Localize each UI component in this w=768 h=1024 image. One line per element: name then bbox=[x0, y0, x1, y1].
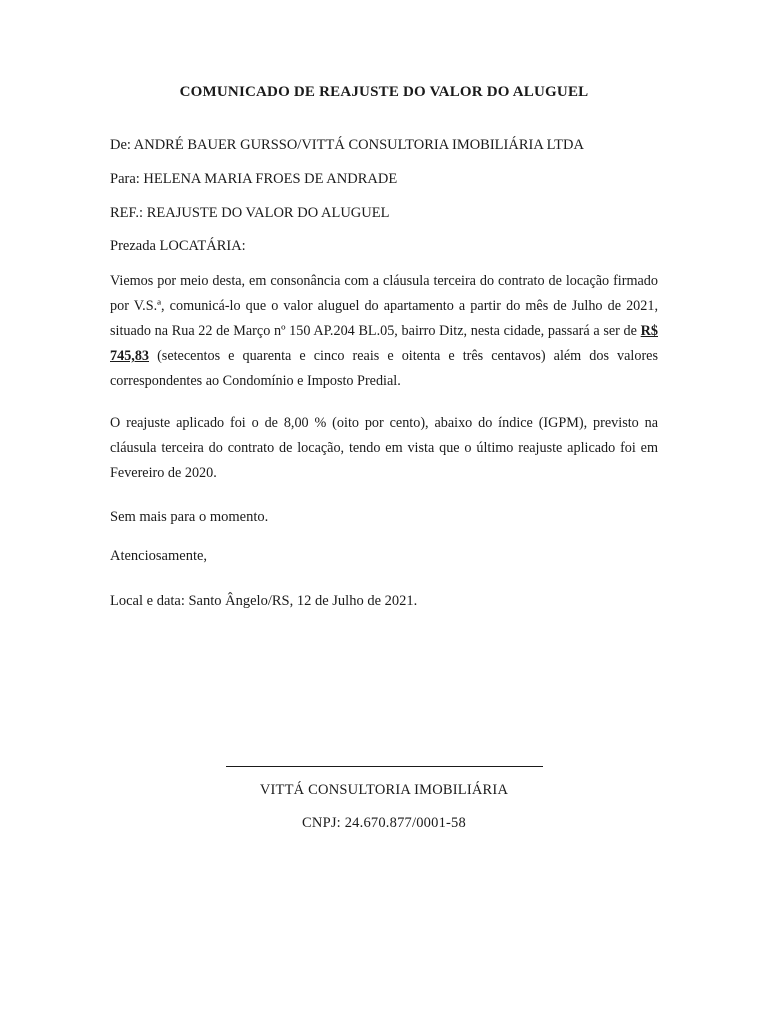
place-date-line: Local e data: Santo Ângelo/RS, 12 de Julho de 2021. bbox=[110, 593, 418, 609]
paragraph-1-text-end: (setecentos e quarenta e cinco reais e oitenta e três centavos) além dos valores correspondentes ao Condomínio e Imposto Predial. bbox=[110, 348, 658, 389]
to-line: Para: HELENA MARIA FROES DE ANDRADE bbox=[110, 171, 398, 187]
document-title: COMUNICADO DE REAJUSTE DO VALOR DO ALUGUEL bbox=[179, 84, 589, 100]
signature-line bbox=[226, 766, 543, 767]
reference-line: REF.: REAJUSTE DO VALOR DO ALUGUEL bbox=[110, 205, 390, 221]
closing-line: Sem mais para o momento. bbox=[110, 509, 269, 525]
signature-cnpj: CNPJ: 24.670.877/0001-58 bbox=[302, 815, 466, 831]
body-paragraph-2: O reajuste aplicado foi o de 8,00 % (oito por cento), abaixo do índice (IGPM), previsto na cláusula terceira do contrato de locação, tendo em vista que o último reajuste aplicado foi em Fevereiro de 2020. bbox=[110, 415, 658, 481]
signature-company-name: VITTÁ CONSULTORIA IMOBILIÁRIA bbox=[259, 782, 509, 798]
from-line: De: ANDRÉ BAUER GURSSO/VITTÁ CONSULTORIA IMOBILIÁRIA LTDA bbox=[110, 137, 584, 153]
rent-amount: R$ 745,83 bbox=[110, 323, 658, 364]
regards-line: Atenciosamente, bbox=[110, 548, 208, 564]
salutation: Prezada LOCATÁRIA: bbox=[110, 238, 246, 254]
body-paragraph-1 bbox=[110, 269, 658, 394]
paragraph-1-text-start: Viemos por meio desta, em consonância com a cláusula terceira do contrato de locação firmado por V.S.ª, comunicá-lo que o valor aluguel do apartamento a partir do mês de Julho de 2021, situado na Rua 22 de Março nº 150 AP.204 BL.05, bairro Ditz, nesta cidade, passará a ser de bbox=[110, 273, 658, 339]
